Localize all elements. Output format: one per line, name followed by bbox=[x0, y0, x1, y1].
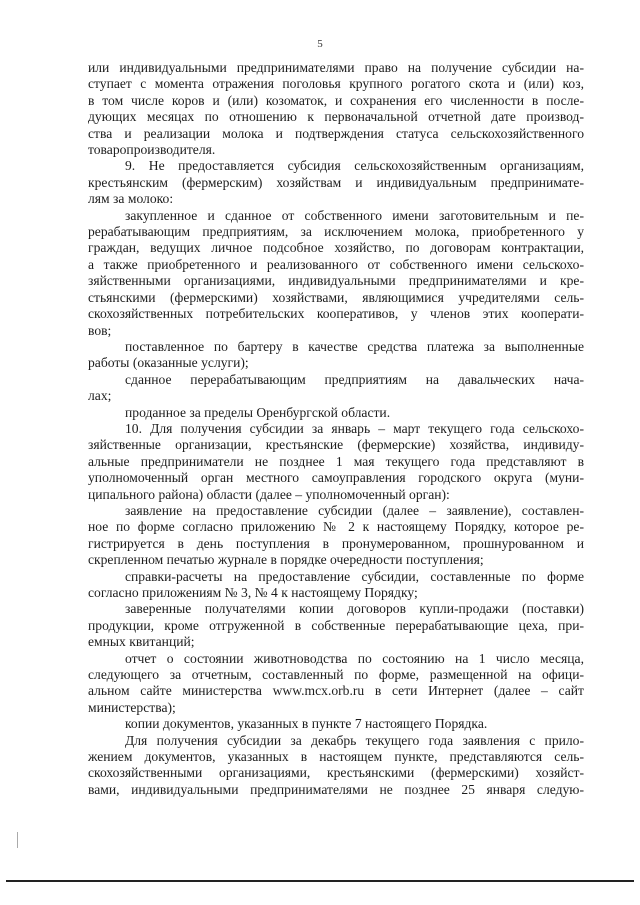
text-line: ступает с момента отражения поголовья крупного рогатого скота и (или) коз, bbox=[88, 76, 584, 92]
text-line: заверенные получателями копии договоров купли-продажи (поставки) bbox=[125, 601, 584, 617]
text-line: лям за молоко: bbox=[88, 191, 174, 207]
text-line: ципального района) области (далее – уполномоченный орган): bbox=[88, 486, 450, 502]
page-number: 5 bbox=[317, 38, 323, 50]
text-line: или индивидуальными предпринимателями право на получение субсидии на- bbox=[88, 60, 584, 75]
text-line: поставленное по бартеру в качестве средства платежа за выполненные bbox=[125, 338, 584, 354]
text-line: продукции, кроме отгруженной в собственные перерабатывающие цеха, при- bbox=[88, 617, 584, 633]
text-line: ства и реализации молока и подтверждения статуса сельскохозяйственного bbox=[88, 125, 584, 141]
text-line: емных квитанций; bbox=[88, 634, 195, 650]
text-line: справки-расчеты на предоставление субсидии, составленные по форме bbox=[125, 568, 584, 584]
text-line: заявление на предоставление субсидии (далее – заявление), составлен- bbox=[125, 502, 584, 518]
text-line: альном сайте министерства www.mcx.orb.ru в сети Интернет (далее – сайт bbox=[88, 683, 584, 699]
text-line: сданное перерабатывающим предприятиям на давальческих нача- bbox=[125, 371, 584, 387]
text-line: министерства); bbox=[88, 699, 176, 715]
text-line: вами, индивидуальными предпринимателями не позднее 25 января следую- bbox=[88, 781, 584, 797]
text-line: товаропроизводителя. bbox=[88, 142, 216, 158]
text-line: уполномоченный орган местного самоуправления городского округа (муни- bbox=[88, 470, 584, 486]
text-line: скрепленном печатью журнале в порядке очередности поступления; bbox=[88, 552, 484, 568]
text-line: следующего за отчетным, составленный по форме, размещенной на офици- bbox=[88, 667, 584, 683]
text-line: а также приобретенного и реализованного от собственного имени сельскохо- bbox=[88, 256, 584, 272]
text-line: 9. Не предоставляется субсидия сельскохозяйственным организациям, bbox=[125, 158, 584, 174]
text-line: закупленное и сданное от собственного имени заготовительным и пе- bbox=[125, 207, 584, 223]
text-line: граждан, ведущих личное подсобное хозяйство, по договорам контрактации, bbox=[88, 240, 584, 256]
text-line: согласно приложениям № 3, № 4 к настоящему Порядку; bbox=[88, 585, 418, 600]
text-line: рерабатывающим предприятиям, за исключением молока, приобретенного у bbox=[88, 224, 584, 240]
text-line: 10. Для получения субсидии за январь – март текущего года сельскохо- bbox=[125, 420, 584, 436]
text-line: альные предприниматели не позднее 1 мая текущего года представляют в bbox=[88, 453, 584, 469]
text-line: стьянскими (фермерскими) хозяйствами, являющимися учредителями сель- bbox=[88, 289, 584, 305]
text-line: зяйственные организации, крестьянские (фермерские) хозяйства, индивиду- bbox=[88, 437, 584, 453]
scan-mark bbox=[17, 832, 18, 848]
document-body bbox=[88, 60, 584, 798]
text-line: зяйственными организациями, индивидуальными предпринимателями и кре- bbox=[88, 273, 584, 289]
text-line: гистрируется в день поступления в пронумерованном, прошнурованном и bbox=[88, 535, 584, 551]
text-line: жением документов, указанных в настоящем пункте, представляются сель- bbox=[88, 749, 584, 765]
bottom-rule bbox=[6, 880, 634, 882]
text-line: вов; bbox=[88, 322, 112, 338]
text-line: ное по форме согласно приложению № 2 к настоящему Порядку, которое ре- bbox=[88, 519, 584, 535]
text-line: дующих месяцах по отношению к первоначальной отчетной дате производ- bbox=[88, 109, 584, 125]
text-line: в том числе коров и (или) козоматок, и сохранения его численности в после- bbox=[88, 92, 584, 108]
text-line: лах; bbox=[88, 388, 112, 404]
text-line: скохозяйственными организациями, крестьянскими (фермерскими) хозяйст- bbox=[88, 765, 584, 781]
text-line: скохозяйственных потребительских кооперативов, у членов этих кооперати- bbox=[88, 306, 584, 322]
text-line: копии документов, указанных в пункте 7 настоящего Порядка. bbox=[125, 716, 488, 732]
text-line: проданное за пределы Оренбургской области. bbox=[125, 404, 391, 420]
text-line: работы (оказанные услуги); bbox=[88, 355, 249, 371]
text-line: Для получения субсидии за декабрь текущего года заявления с прило- bbox=[125, 732, 584, 748]
text-line: отчет о состоянии животноводства по состоянию на 1 число месяца, bbox=[125, 650, 584, 666]
text-line: крестьянским (фермерским) хозяйствам и индивидуальным предпринимате- bbox=[88, 174, 584, 190]
